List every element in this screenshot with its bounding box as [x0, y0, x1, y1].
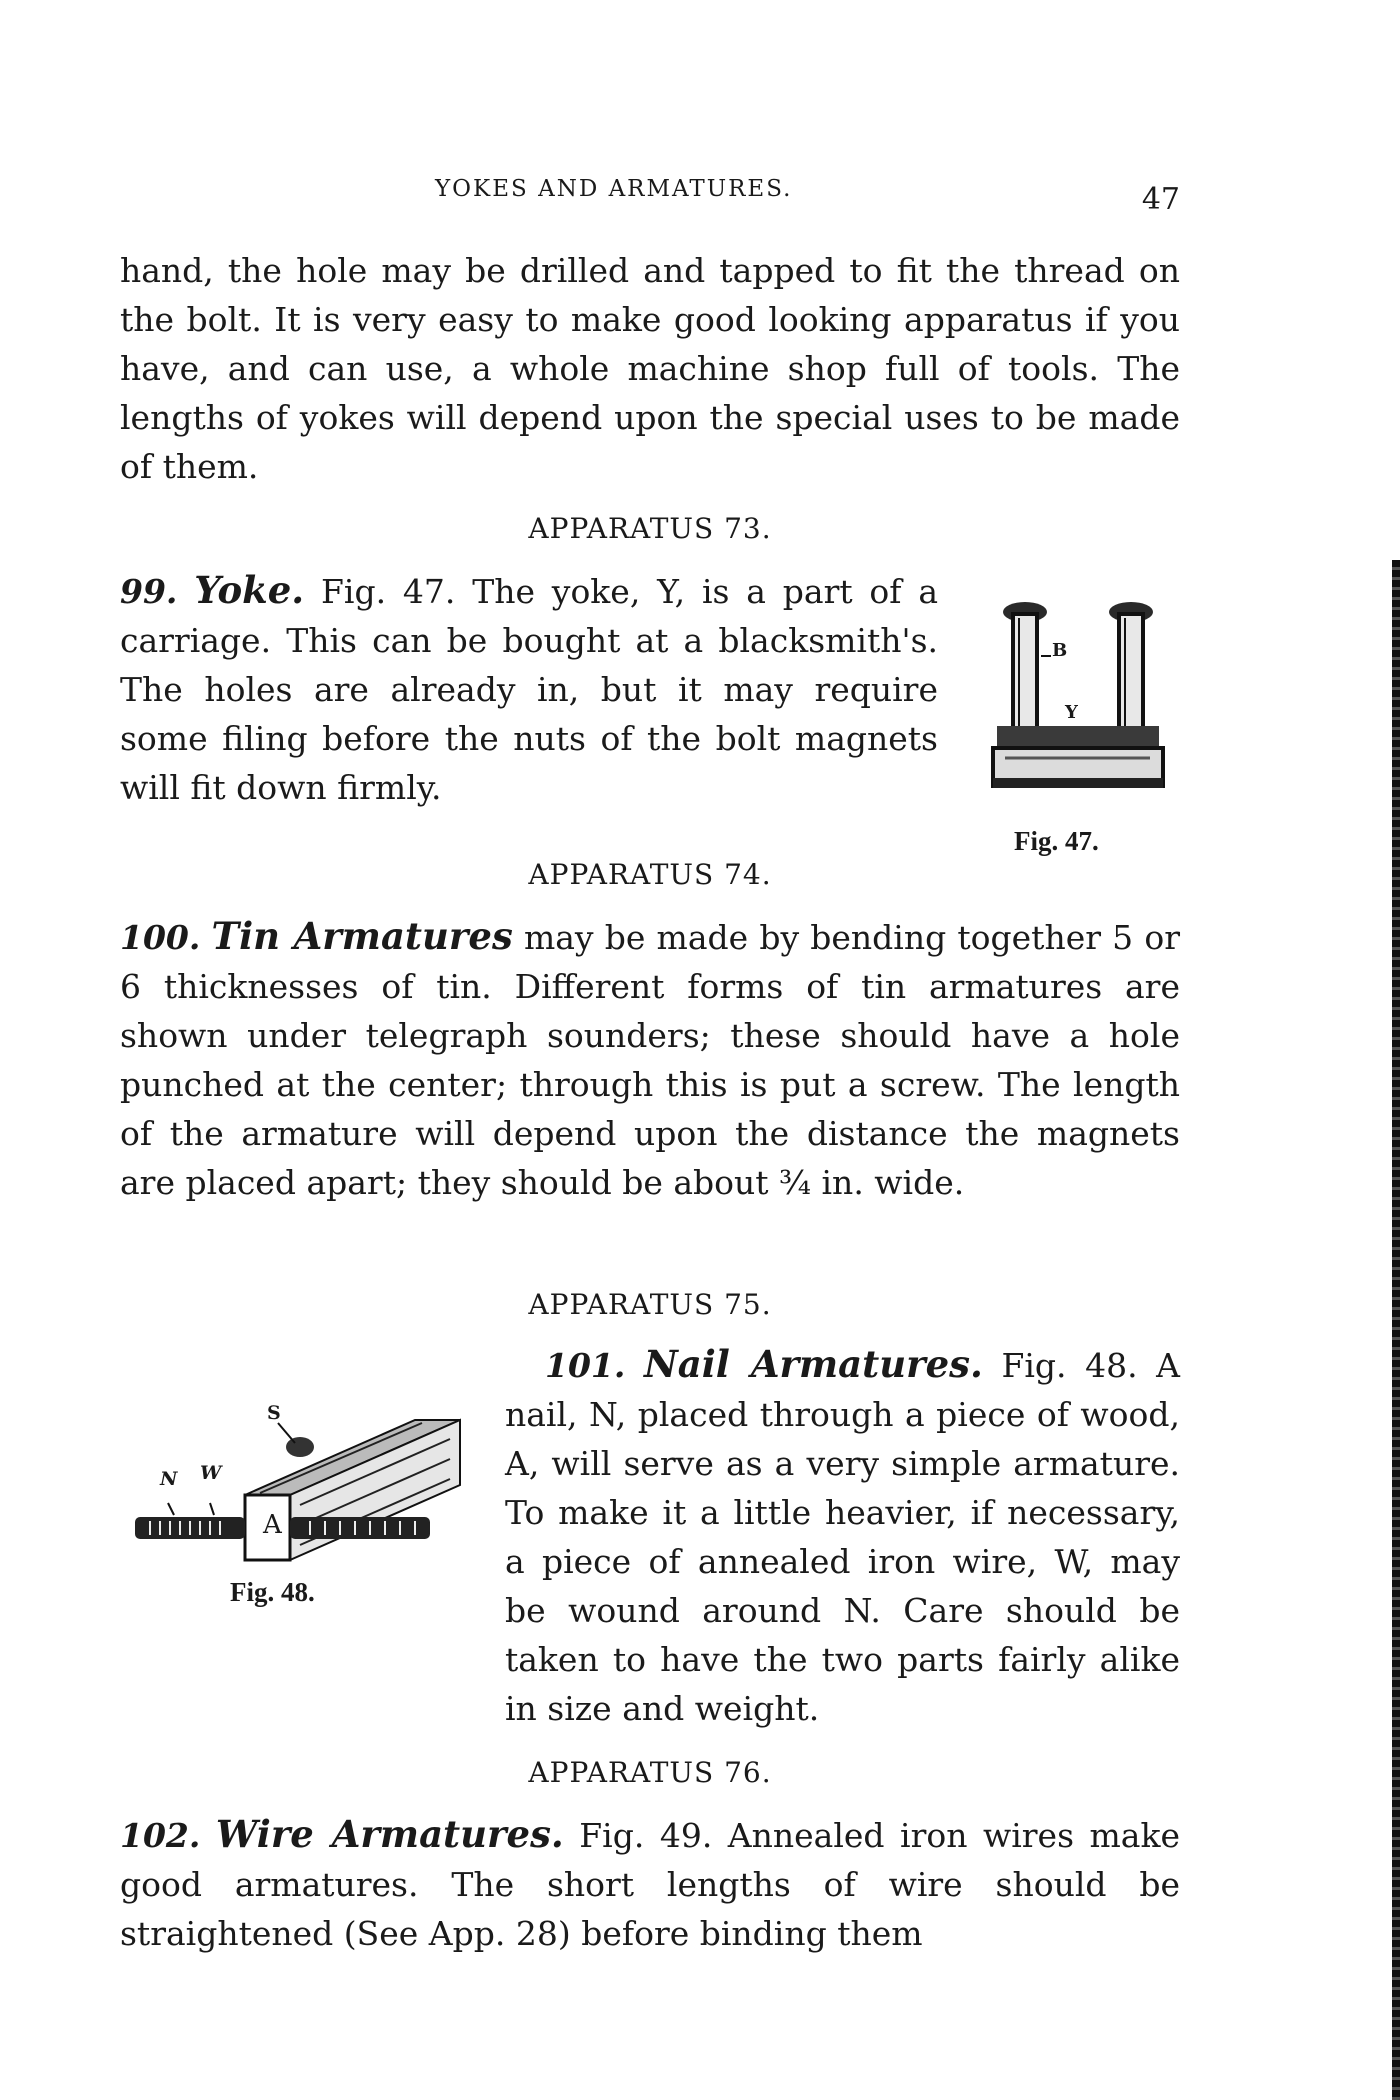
- intro-paragraph: hand, the hole may be drilled and tapped to fit the thread on the bolt. It is very easy to make good looking apparatus if you have, and can use, a whole machine shop full of tools. The lengths of yokes will depend upon the special uses to be made of them.: [120, 251, 1180, 486]
- section-101-nail-armatures: [120, 1340, 1180, 1733]
- section-title: Yoke.: [194, 568, 305, 612]
- running-head: YOKES AND ARMATURES.: [435, 176, 793, 202]
- section-heading-75: APPARATUS 75.: [528, 1288, 772, 1321]
- section-title: Nail Armatures.: [643, 1342, 983, 1386]
- figure-48-caption: Fig. 48.: [230, 1577, 315, 1607]
- section-title: Wire Armatures.: [215, 1812, 564, 1856]
- figure-label-b: B: [1052, 640, 1068, 661]
- section-heading-76: APPARATUS 76.: [528, 1756, 772, 1789]
- figure-label-a: A: [263, 1510, 282, 1540]
- page-number: 47: [1141, 182, 1180, 217]
- section-heading-73: APPARATUS 73.: [528, 512, 772, 545]
- figure-48-float: [120, 1390, 505, 1690]
- section-text: Fig. 48. A nail, N, placed through a piece of wood, A, will serve as a very simple armature. To make it a little heavier, if necessary, a piece of annealed iron wire, W, may be wound around N. Care should be taken to have the two parts fairly alike in size and weight.: [505, 1346, 1180, 1728]
- section-title: Tin Armatures: [211, 914, 513, 958]
- figure-label-n: N: [160, 1468, 178, 1490]
- figure-label-w: W: [200, 1462, 222, 1484]
- page-header: [120, 176, 1180, 216]
- figure-47-yoke: [985, 590, 1170, 805]
- section-number: 102.: [120, 1816, 201, 1855]
- figure-label-s: S: [267, 1402, 281, 1424]
- section-100-tin-armatures: [120, 912, 1180, 1207]
- page-edge-shadow: [1392, 560, 1400, 2100]
- section-text: Fig. 49. Annealed iron wires make good armatures. The short lengths of wire should be straightened (See App. 28) before binding them: [120, 1816, 1180, 1953]
- figure-label-y: Y: [1065, 702, 1078, 723]
- section-number: 101.: [545, 1346, 626, 1385]
- section-heading-74: APPARATUS 74.: [528, 858, 772, 891]
- section-number: 99.: [120, 572, 178, 611]
- figure-47-caption: Fig. 47.: [1014, 826, 1099, 856]
- section-number: 100.: [120, 918, 201, 957]
- section-99-yoke: [120, 566, 938, 812]
- section-text: Fig. 47. The yoke, Y, is a part of a carriage. This can be bought at a blacksmith's. The holes are already in, but it may require some filing before the nuts of the bolt magnets will fit down firmly.: [120, 572, 938, 807]
- section-102-wire-armatures: [120, 1810, 1180, 1958]
- section-text: may be made by bending together 5 or 6 thicknesses of tin. Different forms of tin armatures are shown under telegraph sounders; these should have a hole punched at the center; through this is put a screw. The length of the armature will depend upon the distance the magnets are placed apart; they should be about ¾ in. wide.: [120, 918, 1180, 1202]
